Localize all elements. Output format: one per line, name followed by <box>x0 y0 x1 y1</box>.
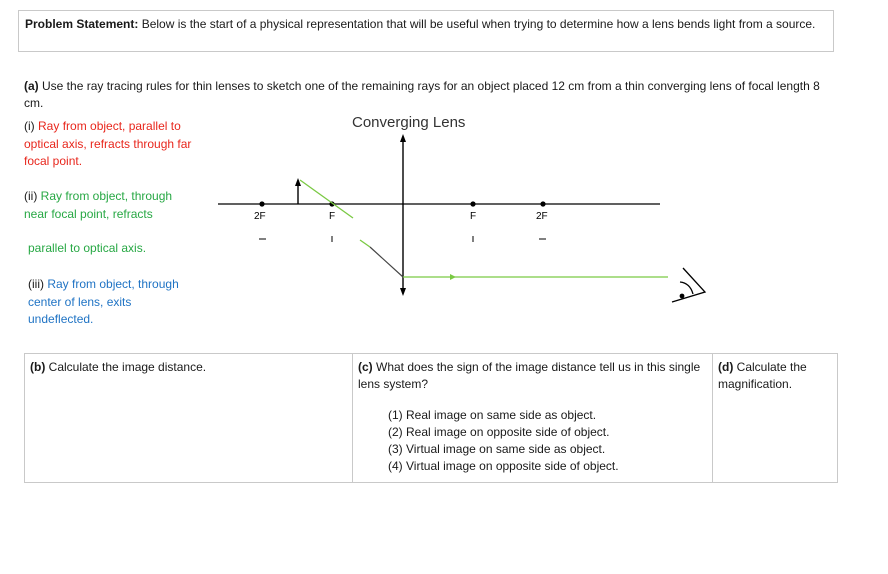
option-2[interactable]: (2) Real image on opposite side of object. <box>388 425 610 439</box>
part-b-cell[interactable] <box>25 354 353 482</box>
rule-i-prefix: (i) <box>24 119 35 133</box>
rule-iii-line3: undeflected. <box>28 312 94 326</box>
label-2f-left: 2F <box>254 211 266 222</box>
part-d-text: Calculate the magnification. <box>718 360 807 391</box>
problem-label: Problem Statement: <box>25 17 139 31</box>
rule-iii-line1: Ray from object, through <box>47 277 179 291</box>
option-3[interactable]: (3) Virtual image on same side as object. <box>388 442 606 456</box>
focal-dot-2f-left <box>259 201 264 206</box>
part-a-text: Use the ray tracing rules for thin lenses to sketch one of the remaining rays for an object placed 12 cm from a thin converging lens of focal length 8 cm. <box>24 79 820 110</box>
rule-iii-line2: center of lens, exits <box>28 294 132 309</box>
part-c-cell[interactable] <box>353 354 713 482</box>
label-f-right: F <box>470 211 477 222</box>
part-c-label: (c) <box>358 360 373 374</box>
part-b-text: Calculate the image distance. <box>45 360 207 374</box>
green-ray-incoming <box>300 180 353 218</box>
rule-i-line2: optical axis, refracts through far <box>24 136 192 151</box>
rule-i-line3: focal point. <box>24 154 83 168</box>
focal-dot-f-right <box>470 201 475 206</box>
focal-dot-2f-right <box>540 201 545 206</box>
part-a-label: (a) <box>24 79 39 93</box>
green-ray-arrowhead <box>450 274 456 280</box>
rule-ii-line1: Ray from object, through <box>40 189 173 203</box>
part-c-options <box>388 407 707 475</box>
diagram-title: Converging Lens <box>352 114 466 131</box>
rule-iii-prefix: (iii) <box>28 277 44 291</box>
rule-ii-line2: near focal point, refracts <box>24 206 153 221</box>
label-2f-right: 2F <box>536 211 548 222</box>
green-ray-mark <box>360 240 370 247</box>
rule-i-line1: Ray from object, parallel to <box>38 119 181 133</box>
part-b-label: (b) <box>30 360 46 374</box>
part-d-cell[interactable] <box>713 354 837 482</box>
ray-to-lens <box>370 247 403 277</box>
label-f-left: F <box>329 211 336 222</box>
lens-bottom-arrow <box>400 288 406 296</box>
object-arrow-head <box>295 178 301 186</box>
option-4[interactable]: (4) Virtual image on opposite side of object. <box>388 459 619 473</box>
rule-ii-prefix: (ii) <box>24 189 38 203</box>
rule-ii-line3: parallel to optical axis. <box>28 241 147 255</box>
answer-table <box>24 353 838 483</box>
part-d-label: (d) <box>718 360 734 374</box>
lens-top-arrow <box>400 134 406 142</box>
option-1[interactable]: (1) Real image on same side as object. <box>388 408 597 422</box>
problem-text: Below is the start of a physical representation that will be useful when trying to determine how a lens bends light from a source. <box>138 17 816 31</box>
part-c-text: What does the sign of the image distance tell us in this single lens system? <box>358 360 701 391</box>
eye-icon <box>672 268 705 302</box>
